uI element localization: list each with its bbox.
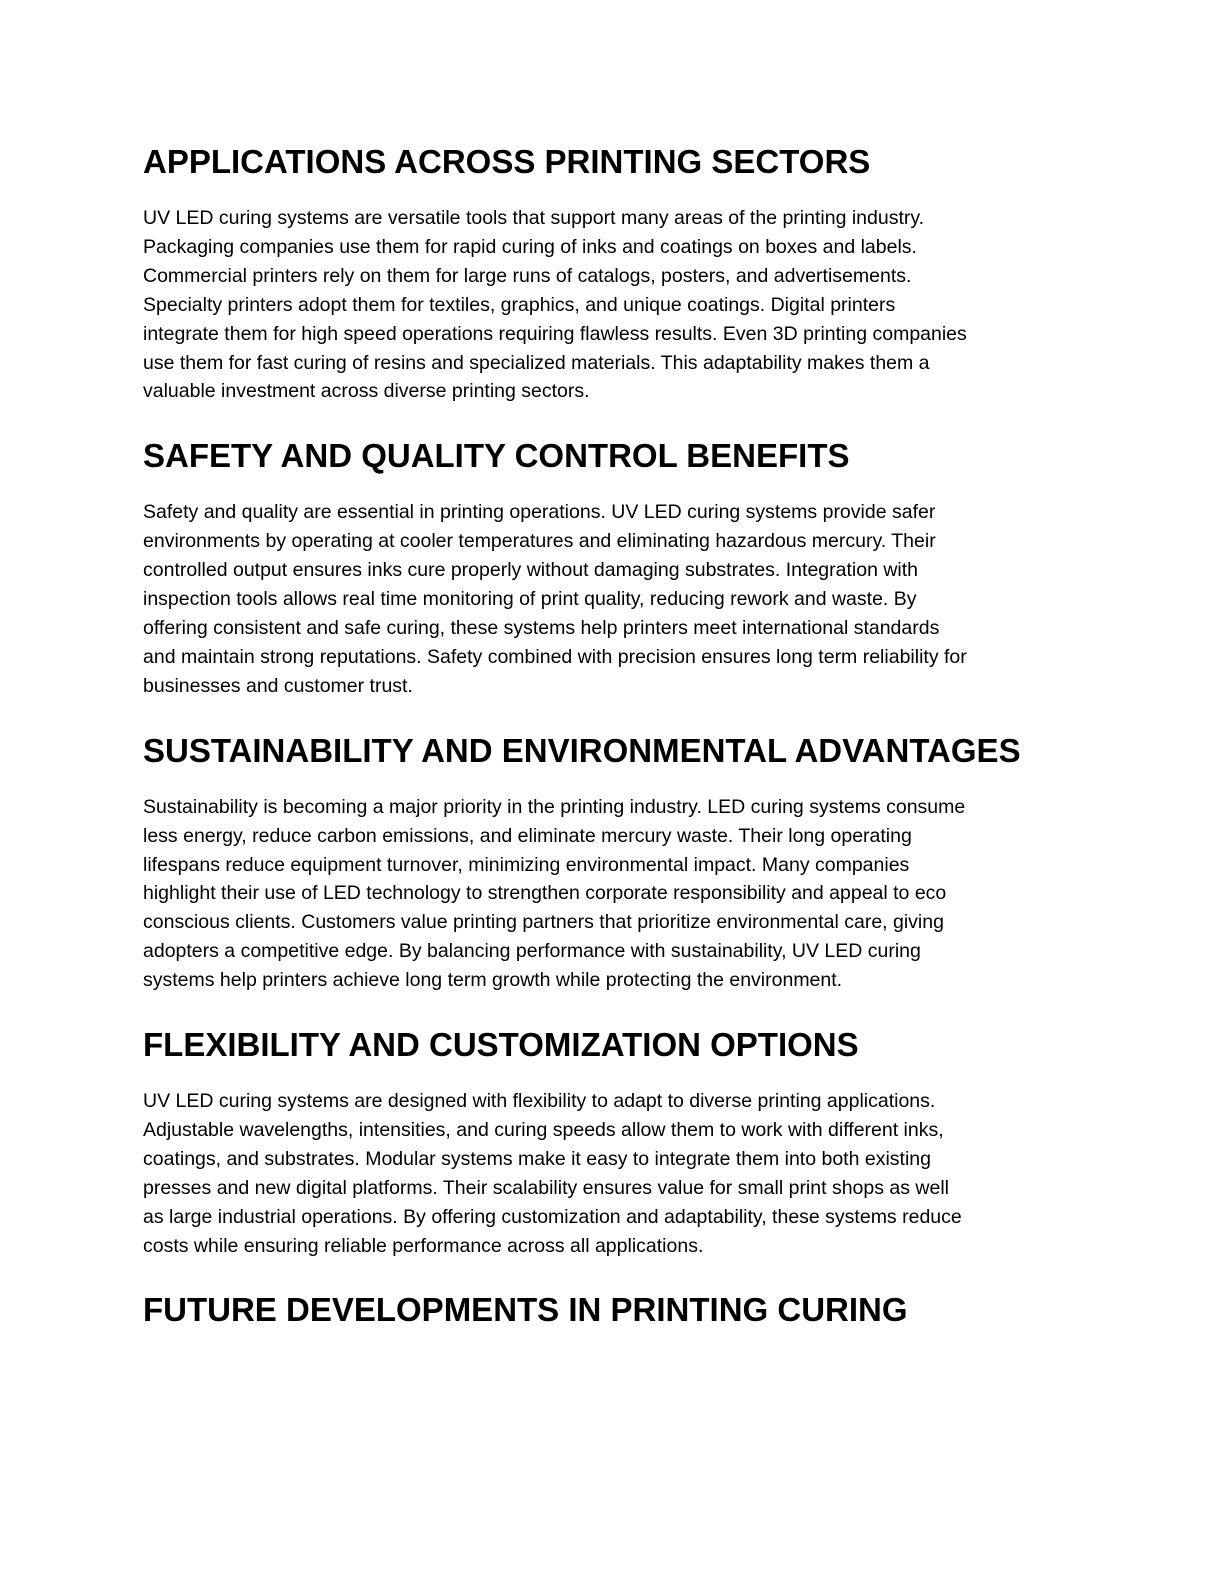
paragraph-line: conscious clients. Customers value printing partners that prioritize environmental care, giving <box>143 911 944 934</box>
paragraph-line: lifespans reduce equipment turnover, minimizing environmental impact. Many companies <box>143 853 910 876</box>
paragraph-line: businesses and customer trust. <box>143 674 413 697</box>
section-heading: FLEXIBILITY AND CUSTOMIZATION OPTIONS <box>143 1026 859 1064</box>
section-paragraph <box>143 1087 1073 1260</box>
paragraph-line: environments by operating at cooler temperatures and eliminating hazardous mercury. Their <box>143 530 936 553</box>
section-heading: APPLICATIONS ACROSS PRINTING SECTORS <box>143 143 871 180</box>
section-paragraph <box>143 498 1073 700</box>
section-heading: SUSTAINABILITY AND ENVIRONMENTAL ADVANTAGES <box>143 731 1021 769</box>
section-heading: SAFETY AND QUALITY CONTROL BENEFITS <box>143 437 850 475</box>
paragraph-line: less energy, reduce carbon emissions, and eliminate mercury waste. Their long operating <box>143 824 912 847</box>
section-heading: FUTURE DEVELOPMENTS IN PRINTING CURING <box>143 1291 908 1329</box>
paragraph-line: and maintain strong reputations. Safety combined with precision ensures long term reliability for <box>143 645 967 668</box>
paragraph-line: inspection tools allows real time monitoring of print quality, reducing rework and waste. By <box>143 588 917 611</box>
paragraph-line: Sustainability is becoming a major priority in the printing industry. LED curing systems consume <box>143 795 966 818</box>
paragraph-line: use them for fast curing of resins and specialized materials. This adaptability makes them a <box>143 351 930 374</box>
paragraph-line: Specialty printers adopt them for textiles, graphics, and unique coatings. Digital printers <box>143 293 896 316</box>
paragraph-line: UV LED curing systems are versatile tools that support many areas of the printing industry. <box>143 207 925 229</box>
paragraph-line: costs while ensuring reliable performance across all applications. <box>143 1234 704 1257</box>
paragraph-line: coatings, and substrates. Modular systems make it easy to integrate them into both existing <box>143 1147 931 1170</box>
section-sustainability <box>143 729 1073 995</box>
paragraph-line: Adjustable wavelengths, intensities, and curing speeds allow them to work with different inks, <box>143 1118 944 1141</box>
paragraph-line: adopters a competitive edge. By balancing performance with sustainability, UV LED curing <box>143 940 921 963</box>
paragraph-line: valuable investment across diverse printing sectors. <box>143 380 590 403</box>
paragraph-line: as large industrial operations. By offering customization and adaptability, these systems reduce <box>143 1205 962 1228</box>
section-applications <box>143 140 1073 406</box>
paragraph-line: controlled output ensures inks cure properly without damaging substrates. Integration with <box>143 559 919 582</box>
document-page <box>143 140 1073 1360</box>
paragraph-line: highlight their use of LED technology to strengthen corporate responsibility and appeal to eco <box>143 882 947 905</box>
paragraph-line: systems help printers achieve long term growth while protecting the environment. <box>143 969 843 992</box>
paragraph-line: Packaging companies use them for rapid curing of inks and coatings on boxes and labels. <box>143 235 917 258</box>
section-safety-quality <box>143 434 1073 700</box>
section-paragraph <box>143 793 1073 995</box>
paragraph-line: presses and new digital platforms. Their scalability ensures value for small print shops as well <box>143 1176 950 1199</box>
section-paragraph <box>143 204 1073 406</box>
paragraph-line: UV LED curing systems are designed with flexibility to adapt to diverse printing applications. <box>143 1090 936 1113</box>
section-flexibility <box>143 1023 1073 1260</box>
paragraph-line: Commercial printers rely on them for large runs of catalogs, posters, and advertisements. <box>143 264 912 287</box>
section-future <box>143 1288 1073 1332</box>
paragraph-line: integrate them for high speed operations requiring flawless results. Even 3D printing companies <box>143 322 967 345</box>
paragraph-line: offering consistent and safe curing, these systems help printers meet international standards <box>143 616 940 639</box>
paragraph-line: Safety and quality are essential in printing operations. UV LED curing systems provide safer <box>143 501 936 524</box>
